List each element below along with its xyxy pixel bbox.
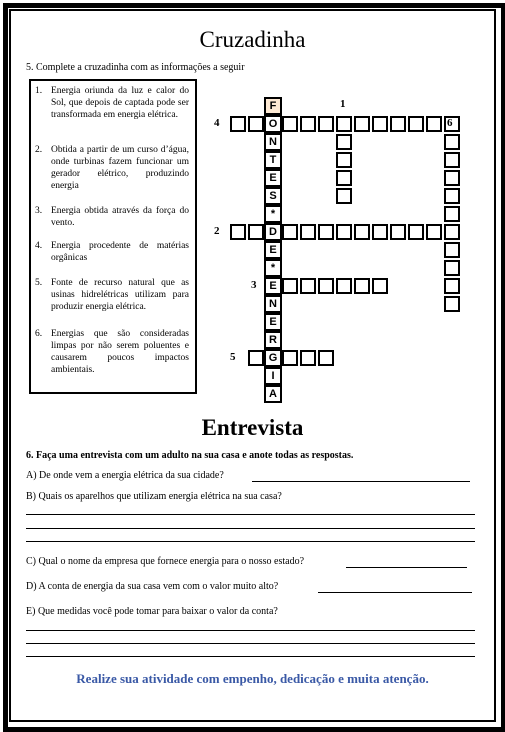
crossword-cell-6[interactable] (444, 242, 460, 258)
answer-line-e1[interactable] (26, 630, 475, 631)
crossword-cell-3[interactable] (300, 278, 316, 294)
crossword-title: Cruzadinha (199, 27, 306, 52)
crossword-cell-1[interactable] (336, 170, 352, 186)
crossword-cell-3[interactable] (354, 278, 370, 294)
crossword-cell-1[interactable] (336, 134, 352, 150)
crossword-cell-4[interactable] (354, 116, 370, 132)
crossword-cell-4[interactable] (282, 116, 298, 132)
crossword-cell-6[interactable] (444, 188, 460, 204)
answer-line-b3[interactable] (26, 541, 475, 542)
crossword-cell-6[interactable] (444, 170, 460, 186)
crossword-cell-6[interactable] (444, 152, 460, 168)
crossword-cell-4[interactable] (408, 116, 424, 132)
clue-5: 5. Fonte de recurso natural que as usinas hidrelétricas utilizam para produzir energia elétrica. (35, 278, 189, 312)
clue-number-6: 6 (447, 117, 453, 129)
crossword-cell-2[interactable] (336, 224, 352, 240)
answer-line-b2[interactable] (26, 528, 475, 529)
crossword-cell-6[interactable] (444, 278, 460, 294)
crossword-cell-2[interactable] (230, 224, 246, 240)
crossword-cell-5[interactable] (318, 350, 334, 366)
answer-line-c[interactable] (346, 567, 467, 568)
given-letter: E (264, 277, 282, 295)
question-5-instruction: 5. Complete a cruzadinha com as informações a seguir (26, 62, 245, 73)
question-6-instruction: 6. Faça uma entrevista com um adulto na sua casa e anote todas as respostas. (26, 450, 354, 461)
given-letter: T (264, 151, 282, 169)
crossword-cell-2[interactable] (390, 224, 406, 240)
given-letter: I (264, 367, 282, 385)
crossword-cell-5[interactable] (248, 350, 264, 366)
crossword-cell-3[interactable] (282, 278, 298, 294)
crossword-cell-2[interactable] (282, 224, 298, 240)
clue-3: 3. Energia obtida através da força do vento. (35, 206, 189, 228)
answer-line-e3[interactable] (26, 656, 475, 657)
clue-2: 2. Obtida a partir de um curso d’água, onde turbinas fazem funcionar um gerador elétrico, produzindo energia (35, 145, 189, 191)
clue-number-3: 3 (251, 279, 257, 291)
question-b: B) Quais os aparelhos que utilizam energia elétrica na sua casa? (26, 491, 282, 502)
crossword-cell-4[interactable] (426, 116, 442, 132)
given-letter: O (264, 115, 282, 133)
crossword-cell-3[interactable] (318, 278, 334, 294)
crossword-cell-6[interactable] (444, 134, 460, 150)
crossword-cell-2[interactable] (426, 224, 442, 240)
given-letter: S (264, 187, 282, 205)
crossword-cell-3[interactable] (336, 278, 352, 294)
crossword-cell-4[interactable] (300, 116, 316, 132)
question-e: E) Que medidas você pode tomar para baixar o valor da conta? (26, 606, 278, 617)
crossword-cell-2[interactable] (248, 224, 264, 240)
interview-title: Entrevista (201, 415, 304, 440)
crossword-cell-4[interactable] (230, 116, 246, 132)
clue-6: 6. Energias que são consideradas limpas por não serem poluentes e causarem poucos impactos ambientais. (35, 329, 189, 375)
crossword-cell-6[interactable] (444, 206, 460, 222)
given-letter: * (264, 205, 282, 223)
clue-1: 1. Energia oriunda da luz e calor do Sol, que depois de captada pode ser transformada em energia elétrica. (35, 86, 189, 120)
crossword-cell-2[interactable] (354, 224, 370, 240)
question-a: A) De onde vem a energia elétrica da sua cidade? (26, 470, 224, 481)
crossword-cell-4[interactable] (318, 116, 334, 132)
given-letter: R (264, 331, 282, 349)
question-d: D) A conta de energia da sua casa vem com o valor muito alto? (26, 581, 279, 592)
crossword-cell-5[interactable] (300, 350, 316, 366)
crossword-cell-1[interactable] (336, 188, 352, 204)
crossword-cell-4[interactable] (248, 116, 264, 132)
crossword-cell-4[interactable] (372, 116, 388, 132)
footer-message: Realize sua atividade com empenho, dedicação e muita atenção. (76, 671, 429, 686)
clue-number-1: 1 (340, 98, 346, 110)
given-letter: A (264, 385, 282, 403)
given-letter: F (264, 97, 282, 115)
crossword-cell-4[interactable] (390, 116, 406, 132)
crossword-cell-6[interactable] (444, 260, 460, 276)
crossword-cell-5[interactable] (282, 350, 298, 366)
crossword-cell-3[interactable] (372, 278, 388, 294)
given-letter: E (264, 313, 282, 331)
crossword-cell-2[interactable] (408, 224, 424, 240)
clue-number-5: 5 (230, 351, 236, 363)
given-letter: E (264, 169, 282, 187)
crossword-cell-1[interactable] (336, 152, 352, 168)
given-letter: G (264, 349, 282, 367)
clue-number-4: 4 (214, 117, 220, 129)
question-c: C) Qual o nome da empresa que fornece energia para o nosso estado? (26, 556, 305, 567)
crossword-cell-4[interactable] (336, 116, 352, 132)
clue-4: 4. Energia procedente de matérias orgânicas (35, 241, 189, 263)
answer-line-a[interactable] (252, 481, 470, 482)
given-letter: E (264, 241, 282, 259)
given-letter: D (264, 223, 282, 241)
crossword-cell-2[interactable] (444, 224, 460, 240)
given-letter: N (264, 295, 282, 313)
answer-line-b1[interactable] (26, 514, 475, 515)
crossword-cell-6[interactable] (444, 296, 460, 312)
clue-number-2: 2 (214, 225, 220, 237)
given-letter: * (264, 259, 282, 277)
crossword-cell-2[interactable] (372, 224, 388, 240)
crossword-cell-2[interactable] (300, 224, 316, 240)
answer-line-d[interactable] (318, 592, 472, 593)
crossword-cell-2[interactable] (318, 224, 334, 240)
answer-line-e2[interactable] (26, 643, 475, 644)
given-letter: N (264, 133, 282, 151)
